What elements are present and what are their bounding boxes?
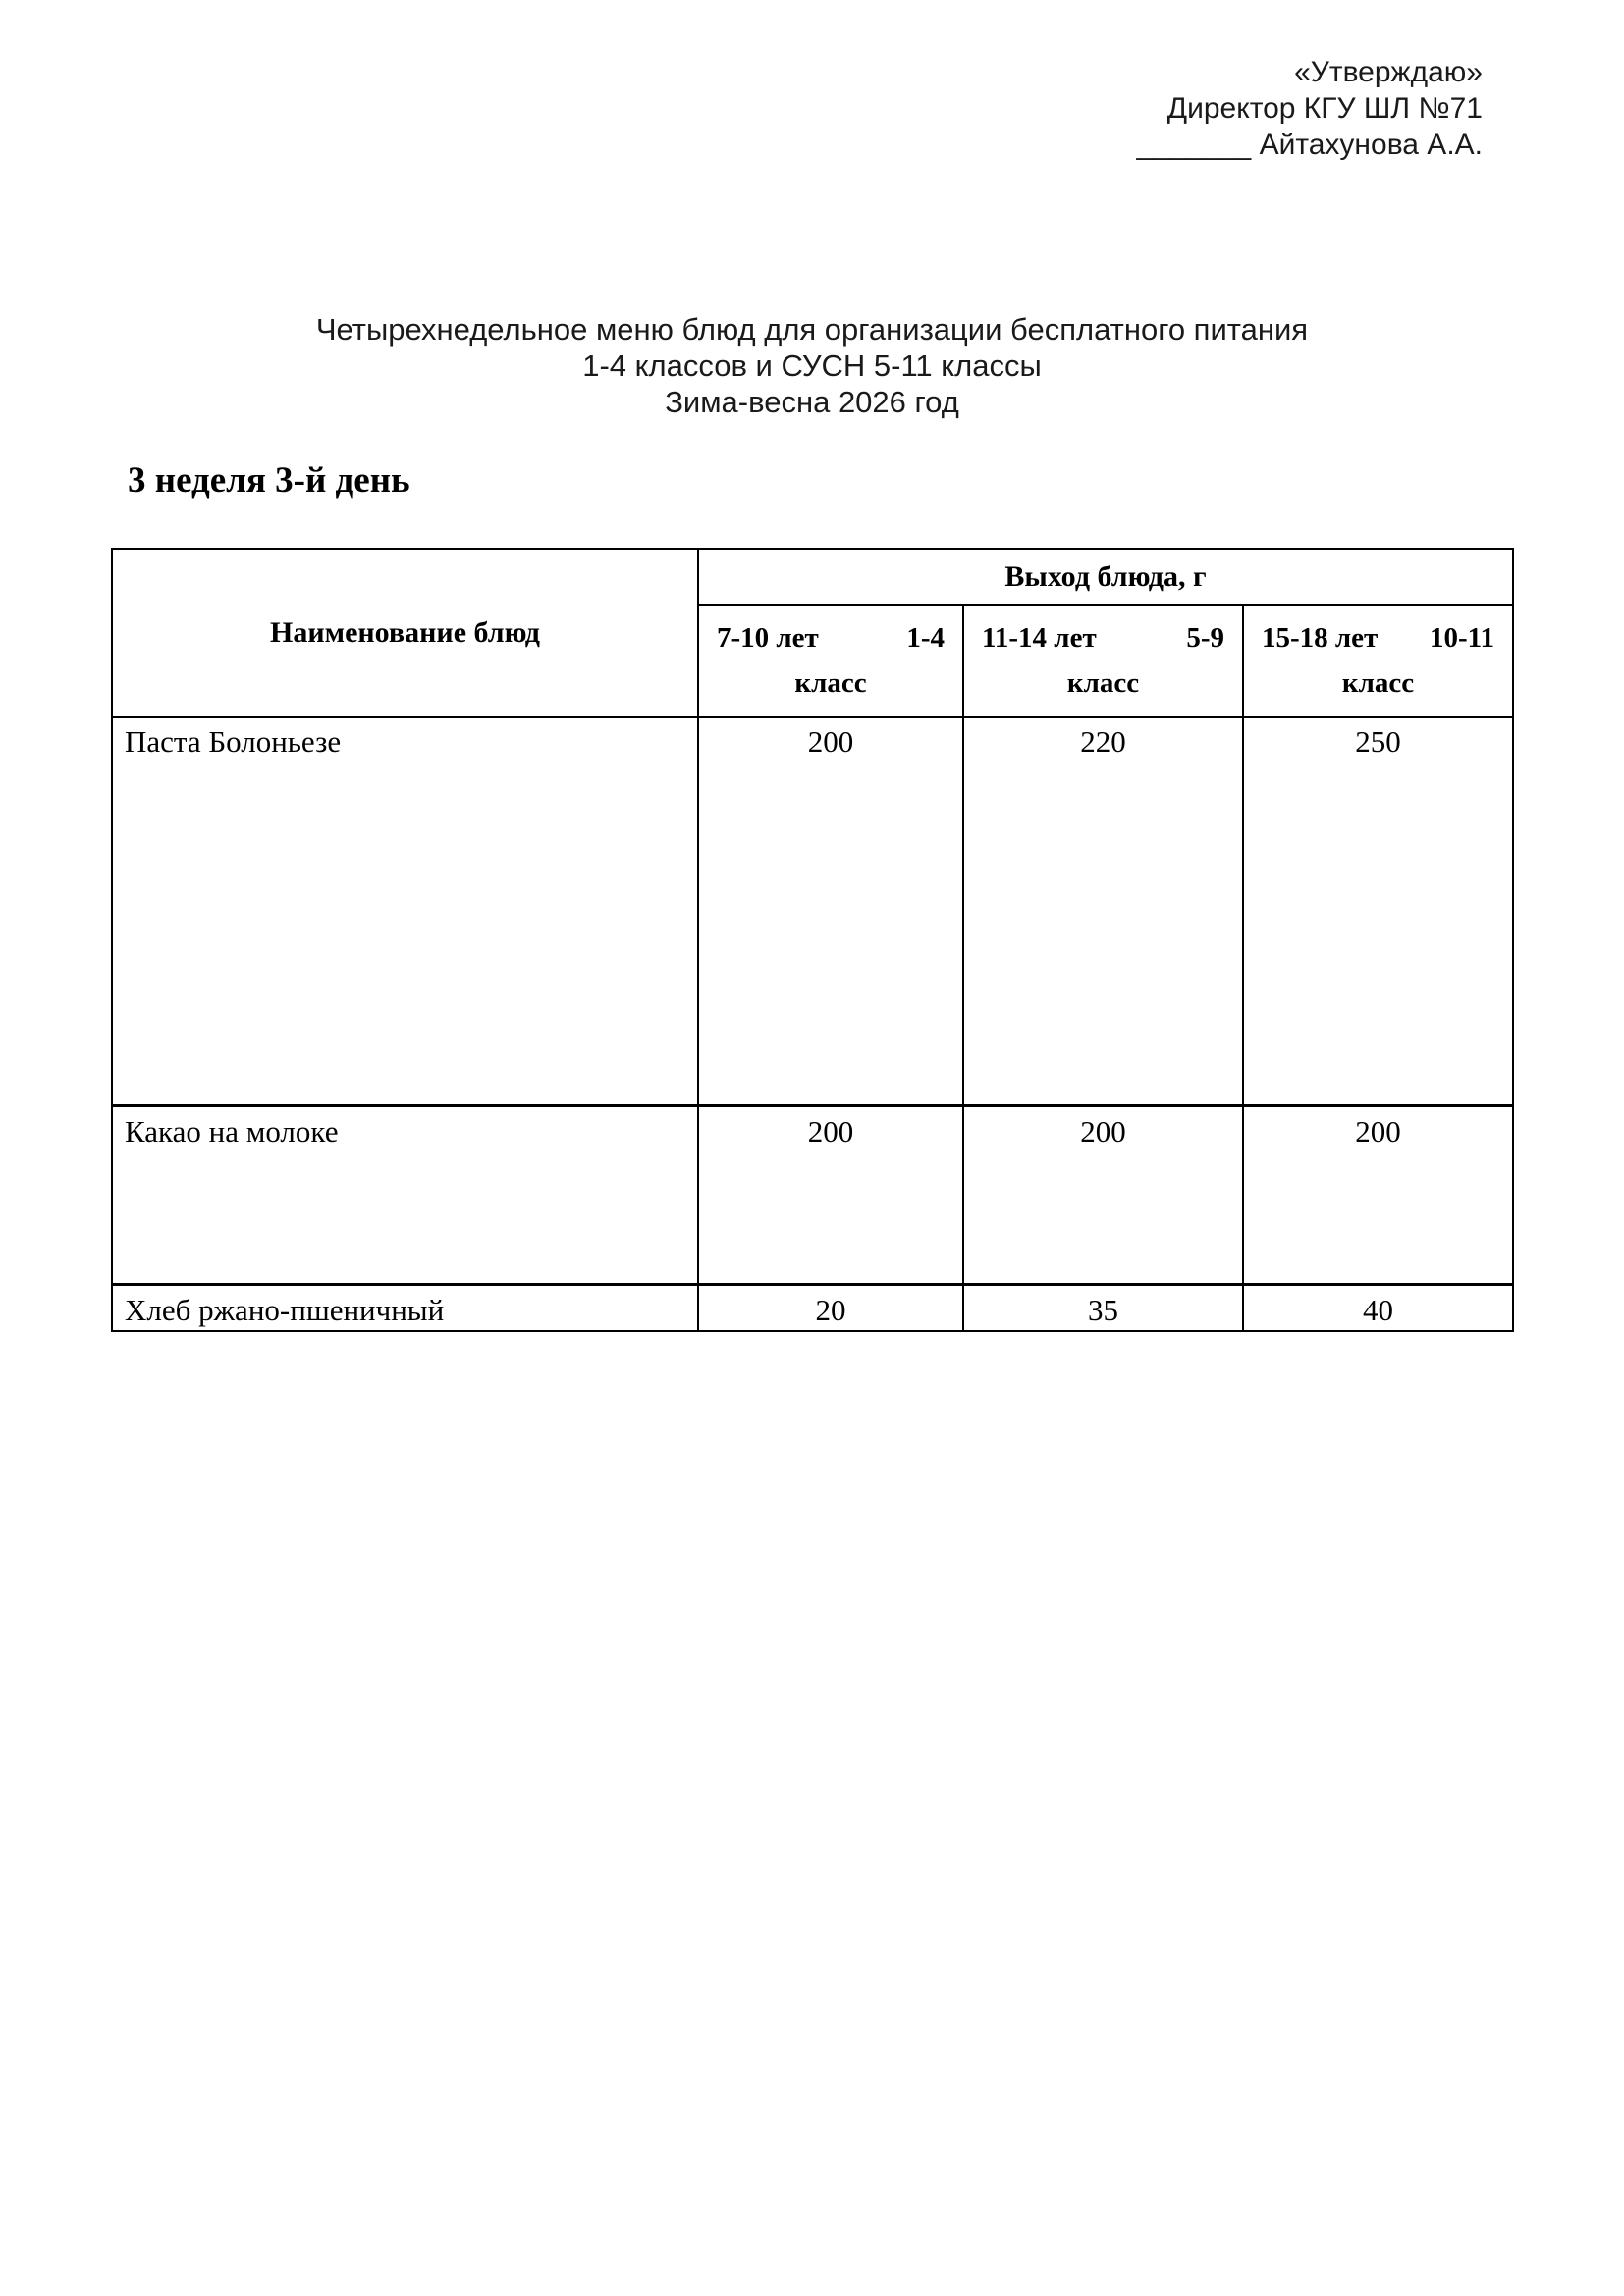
age-grade-line [982,615,1224,661]
title-line-2: 1-4 классов и СУСН 5-11 классы [582,348,1042,383]
column-header-age-7-10 [698,605,963,717]
column-header-dish-name: Наименование блюд [112,549,698,717]
portion-value: 200 [698,1105,963,1284]
portion-value: 250 [1243,717,1513,1105]
grade-unit: класс [1066,667,1140,699]
age-grade-line [717,615,945,661]
grade-range: 1-4 [906,622,945,654]
approval-line-approve: «Утверждаю» [1294,56,1483,88]
grade-range: 10-11 [1429,622,1494,654]
age-range: 11-14 лет [982,622,1097,654]
column-header-age-11-14 [963,605,1243,717]
table-row [112,717,1513,1105]
portion-value: 20 [698,1284,963,1331]
portion-value: 40 [1243,1284,1513,1331]
document-title [0,311,1624,420]
column-header-output: Выход блюда, г [698,549,1513,605]
dish-name: Паста Болоньезе [112,717,698,1105]
table-row [112,1284,1513,1331]
grade-unit: класс [794,667,867,699]
portion-value: 35 [963,1284,1243,1331]
approval-line-signature: _______ Айтахунова А.А. [1136,129,1483,161]
portion-value: 220 [963,717,1243,1105]
age-range: 7-10 лет [717,622,819,654]
portion-value: 200 [698,717,963,1105]
menu-table [111,548,1514,1332]
portion-value: 200 [1243,1105,1513,1284]
age-range: 15-18 лет [1262,622,1379,654]
section-heading: 3 неделя 3-й день [128,460,410,501]
dish-name: Хлеб ржано-пшеничный [112,1284,698,1331]
table-row [112,1105,1513,1284]
column-header-age-15-18 [1243,605,1513,717]
title-line-3: Зима-весна 2026 год [665,385,959,419]
portion-value: 200 [963,1105,1243,1284]
approval-block [1136,54,1483,163]
approval-line-director: Директор КГУ ШЛ №71 [1166,92,1483,125]
header-row-span [112,549,1513,605]
age-grade-line [1262,615,1494,661]
dish-name: Какао на молоке [112,1105,698,1284]
grade-unit: класс [1341,667,1415,699]
title-line-1: Четырехнедельное меню блюд для организации бесплатного питания [315,312,1309,347]
grade-range: 5-9 [1186,622,1224,654]
